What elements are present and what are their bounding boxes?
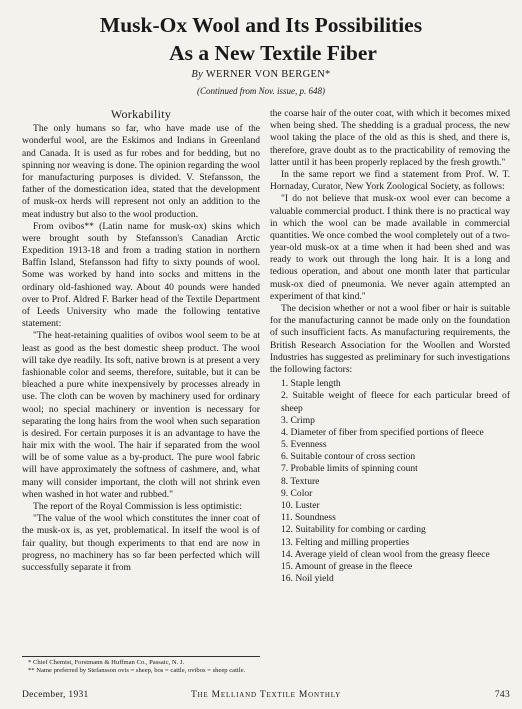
list-item: 14. Average yield of clean wool from the greasy fleece (281, 548, 490, 560)
list-item: 11. Soundness (281, 512, 336, 524)
list-item: 16. Noil yield (281, 573, 334, 585)
footer-date: December, 1931 (22, 690, 89, 700)
article-title-line2: As a New Textile Fiber (169, 41, 377, 65)
quote-paragraph: "The heat-retaining qualities of ovibos wool seem to be at least as good as the best domestic sheep product. The wool will take dye readily. Its soft, native brown is at present a very fashionable color and seems, therefore, suitable, but it can be bleached a pure white inexpensively by processes already in use. The cloth can be woven by machinery used for ordinary wool; no special machinery or invention is necessary for separating the long hairs from the wool when such separation is desired. For certain purposes it is an advantage to have the hair mix with the wool. The hair if separated from the wool will be of some value as a by-product. The pure wool fabric will have approximately the softness of cashmere, and, what many will consider important, the cloth will not shrink even when washed in hot water and rubbed." (22, 330, 260, 500)
list-item: 12. Suitability for combing or carding (281, 524, 426, 536)
byline-author: WERNER VON BERGEN* (205, 69, 331, 80)
section-heading-workability: Workability (110, 107, 172, 121)
list-item: 3. Crimp (281, 414, 315, 426)
list-item: 5. Evenness (281, 439, 327, 451)
paragraph: The only humans so far, who have made use of the wonderful wool, are the Eskimos and Indians in Greenland and Canada. It is used as fur robes and for bedding, but no spinning nor weaving is done. The opinion regarding the wool for manufacturing purposes is divided. V. Stefansson, the father of the domestication idea, stated that the development of musk-ox herds will represent not only an addition to the meat industry but also to the wool production. (22, 123, 260, 220)
footnotes (22, 656, 260, 674)
list-item: 9. Color (281, 487, 313, 499)
paragraph: the coarse hair of the outer coat, with which it becomes mixed when being shed. The shedding is a gradual process, the new wool taking the place of the old as this is shed, and there is, therefore, grave doubt as to the practicability of removing the latter until it has been properly replaced by the fresh growth." (270, 108, 510, 168)
list-item: 10. Luster (281, 500, 320, 511)
list-item: 7. Probable limits of spinning count (281, 463, 418, 475)
list-item: 1. Staple length (281, 378, 341, 390)
quote-paragraph: "I do not believe that musk-ox wool ever can become a valuable commercial product. I think there is no practical way in which the wool can be made available in commercial quantities. We once combed the wool completely out of a two-year-old musk-ox at a time when it had been shed and was ready to work out through the long hair. It is a long and tedious operation, and about one month later that particular musk-ox died of pneumonia. We never again attempted an experiment of that kind." (270, 193, 510, 302)
byline (0, 69, 522, 80)
list-item: 6. Suitable contour of cross section (281, 451, 416, 463)
article-title-line1: Musk-Ox Wool and Its Possibilities (99, 13, 423, 37)
footnote-2: ** Name preferred by Stefansson ovis = sheep, bos = cattle, ovibos = sheep cattle. (28, 666, 246, 674)
list-item: 13. Felting and milling properties (281, 536, 410, 548)
footnote-1: * Chief Chemist, Forstmann & Huffman Co., Passaic, N. J. (28, 659, 185, 666)
list-item: 8. Texture (281, 475, 320, 487)
paragraph: From ovibos** (Latin name for musk-ox) skins which were brought south by Stefansson's Canadian Arctic Expedition 1913-18 and from a trading station in northern Baffin Island, Stefansson had fifty to sixty pounds of wool. Some was worked by hand into socks and mittens in the ordinary old-fashioned way. About 40 pounds were handed over to Prof. Aldred F. Barker head of the Textile Department of Leeds University who made the following tentative statement: (22, 220, 260, 330)
right-column (270, 108, 510, 585)
list-item: 15. Amount of grease in the fleece (281, 560, 413, 572)
paragraph: In the same report we find a statement from Prof. W. T. Hornaday, Curator, New York Zoological Society, as follows: (270, 168, 510, 193)
byline-prefix: By (191, 69, 204, 80)
list-item: 2. Suitable weight of fleece for each particular breed of sheep (281, 390, 510, 414)
paragraph: The report of the Royal Commission is less optimistic: (33, 501, 242, 512)
page-number: 743 (494, 690, 510, 700)
continued-note: (Continued from Nov. issue, p. 648) (197, 86, 325, 96)
list-item: 4. Diameter of fiber from specified portions of fleece (281, 426, 484, 438)
factors-list (270, 378, 510, 585)
paragraph: The decision whether or not a wool fiber or hair is suitable for the manufacturing cannot be made only on the foundation of such insufficient facts. As manufacturing requirements, the British Research Association for the Woollen and Worsted Industries has suggested as preliminary for such investigations the following factors: (270, 303, 510, 375)
left-column (22, 108, 260, 574)
footer-journal: The Melliand Textile Monthly (190, 690, 342, 700)
quote-paragraph: "The value of the wool which constitutes the inner coat of the musk-ox is, as yet, problematical. In itself the wool is of fair quality, but though experiments to that end are now in progress, no machinery has so far been perfected which will successfully separate it from (22, 513, 260, 573)
